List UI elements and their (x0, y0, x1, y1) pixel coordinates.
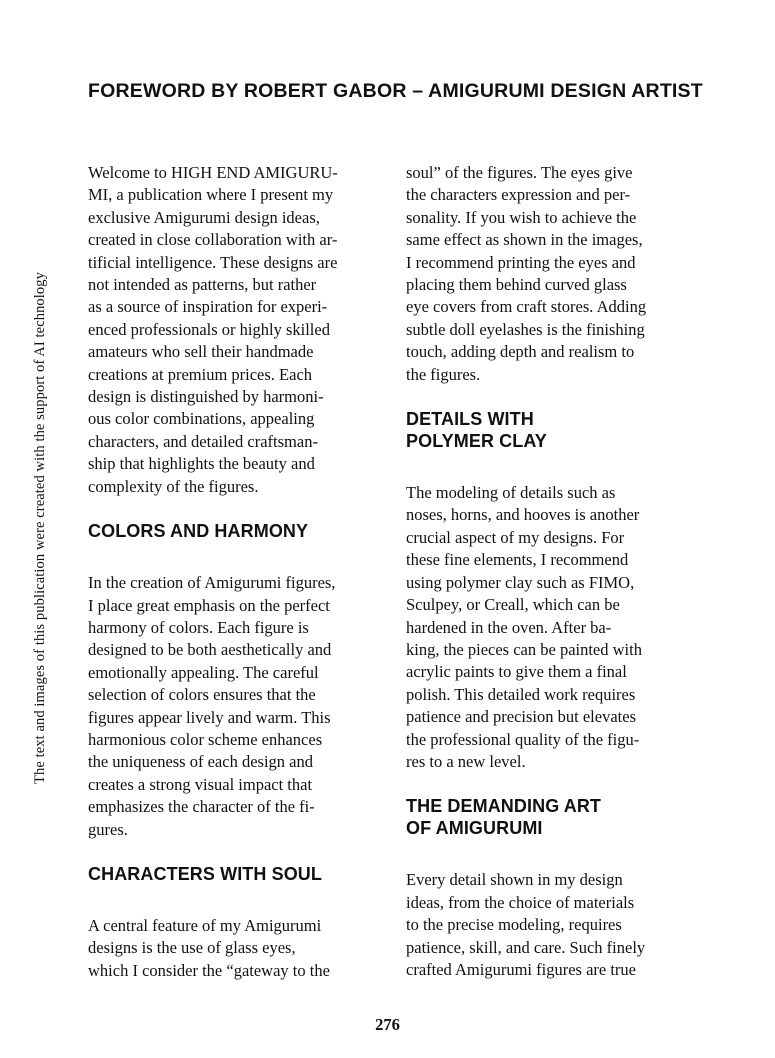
colors-paragraph (88, 572, 382, 841)
text-line: selection of colors ensures that the (88, 685, 316, 705)
text-line: the characters expression and per- (406, 185, 631, 205)
text-line: complexity of the figures. (88, 476, 259, 496)
text-line: hardened in the oven. After ba- (406, 617, 612, 637)
text-line: I place great emphasis on the perfect (88, 595, 330, 615)
text-line: In the creation of Amigurumi figures, (88, 573, 336, 593)
text-line: to the precise modeling, requires (406, 915, 622, 935)
text-line: The modeling of details such as (406, 483, 616, 503)
text-line: gures. (88, 819, 128, 839)
text-line: emotionally appealing. The careful (88, 662, 319, 682)
text-line: not intended as patterns, but rather (88, 275, 317, 295)
text-line: the uniqueness of each design and (88, 752, 313, 772)
text-line: A central feature of my Amigurumi (88, 915, 322, 935)
soul-paragraph (88, 915, 382, 982)
text-line: creations at premium prices. Each (88, 364, 313, 384)
text-line: ideas, from the choice of materials (406, 892, 635, 912)
text-line: designed to be both aesthetically and (88, 640, 332, 660)
text-line: polish. This detailed work requires (406, 684, 636, 704)
text-line: res to a new level. (406, 751, 526, 771)
text-line: enced professionals or highly skilled (88, 319, 330, 339)
text-line: sonality. If you wish to achieve the (406, 207, 637, 227)
text-line: created in close collaboration with ar- (88, 230, 338, 250)
heading-line: DETAILS WITH (406, 409, 534, 430)
text-line: harmony of colors. Each figure is (88, 617, 309, 637)
text-line: harmonious color scheme enhances (88, 729, 323, 749)
ai-disclaimer-side-note: The text and images of this publication were created with the support of AI technology (32, 272, 48, 784)
text-line: designs is the use of glass eyes, (88, 938, 296, 958)
text-line: the professional quality of the figu- (406, 729, 640, 749)
heading-line: POLYMER CLAY (406, 431, 547, 452)
text-line: which I consider the “gateway to the (88, 960, 330, 980)
polymer-clay-paragraph (406, 482, 700, 773)
text-line: using polymer clay such as FIMO, (406, 572, 635, 592)
polymer-clay-heading (406, 408, 700, 452)
text-line: patience and precision but elevates (406, 707, 636, 727)
page-title: FOREWORD BY ROBERT GABOR – AMIGURUMI DESIGN ARTIST (88, 80, 703, 102)
text-line: eye covers from craft stores. Adding (406, 297, 647, 317)
heading-line: THE DEMANDING ART (406, 796, 602, 817)
text-line: crucial aspect of my designs. For (406, 527, 625, 547)
right-column (406, 162, 700, 981)
text-line: acrylic paints to give them a final (406, 662, 627, 682)
text-line: design is distinguished by harmoni- (88, 387, 324, 407)
text-line: emphasizes the character of the fi- (88, 797, 315, 817)
soul-paragraph-continued (406, 162, 700, 386)
text-line: Welcome to HIGH END AMIGURU- (88, 163, 338, 182)
text-line: the figures. (406, 364, 481, 384)
text-line: soul” of the figures. The eyes give (406, 163, 633, 182)
heading-line: OF AMIGURUMI (406, 818, 543, 839)
text-line: ship that highlights the beauty and (88, 454, 315, 474)
text-line: I recommend printing the eyes and (406, 252, 636, 272)
text-line: as a source of inspiration for experi- (88, 297, 328, 317)
text-line: Every detail shown in my design (406, 870, 623, 890)
text-line: creates a strong visual impact that (88, 774, 313, 794)
text-line: king, the pieces can be painted with (406, 639, 642, 659)
text-line: crafted Amigurumi figures are true (406, 959, 636, 979)
colors-heading: COLORS AND HARMONY (88, 521, 309, 542)
text-line: placing them behind curved glass (406, 275, 627, 295)
text-line: Sculpey, or Creall, which can be (406, 595, 620, 615)
left-column (88, 162, 382, 982)
text-line: patience, skill, and care. Such finely (406, 937, 646, 957)
soul-heading: CHARACTERS WITH SOUL (88, 863, 322, 884)
demanding-art-heading (406, 795, 700, 839)
text-line: exclusive Amigurumi design ideas, (88, 207, 320, 227)
text-line: MI, a publication where I present my (88, 185, 334, 205)
text-line: touch, adding depth and realism to (406, 342, 635, 362)
text-line: amateurs who sell their handmade (88, 342, 314, 362)
text-line: figures appear lively and warm. This (88, 707, 331, 727)
intro-paragraph (88, 162, 382, 498)
text-line: subtle doll eyelashes is the finishing (406, 319, 645, 339)
text-line: same effect as shown in the images, (406, 230, 643, 250)
text-line: noses, horns, and hooves is another (406, 505, 640, 525)
text-line: these fine elements, I recommend (406, 550, 629, 570)
text-line: ous color combinations, appealing (88, 409, 315, 429)
demanding-art-paragraph (406, 869, 700, 981)
page-number: 276 (375, 1015, 400, 1034)
text-line: tificial intelligence. These designs are (88, 252, 338, 272)
text-line: characters, and detailed craftsman- (88, 431, 318, 451)
